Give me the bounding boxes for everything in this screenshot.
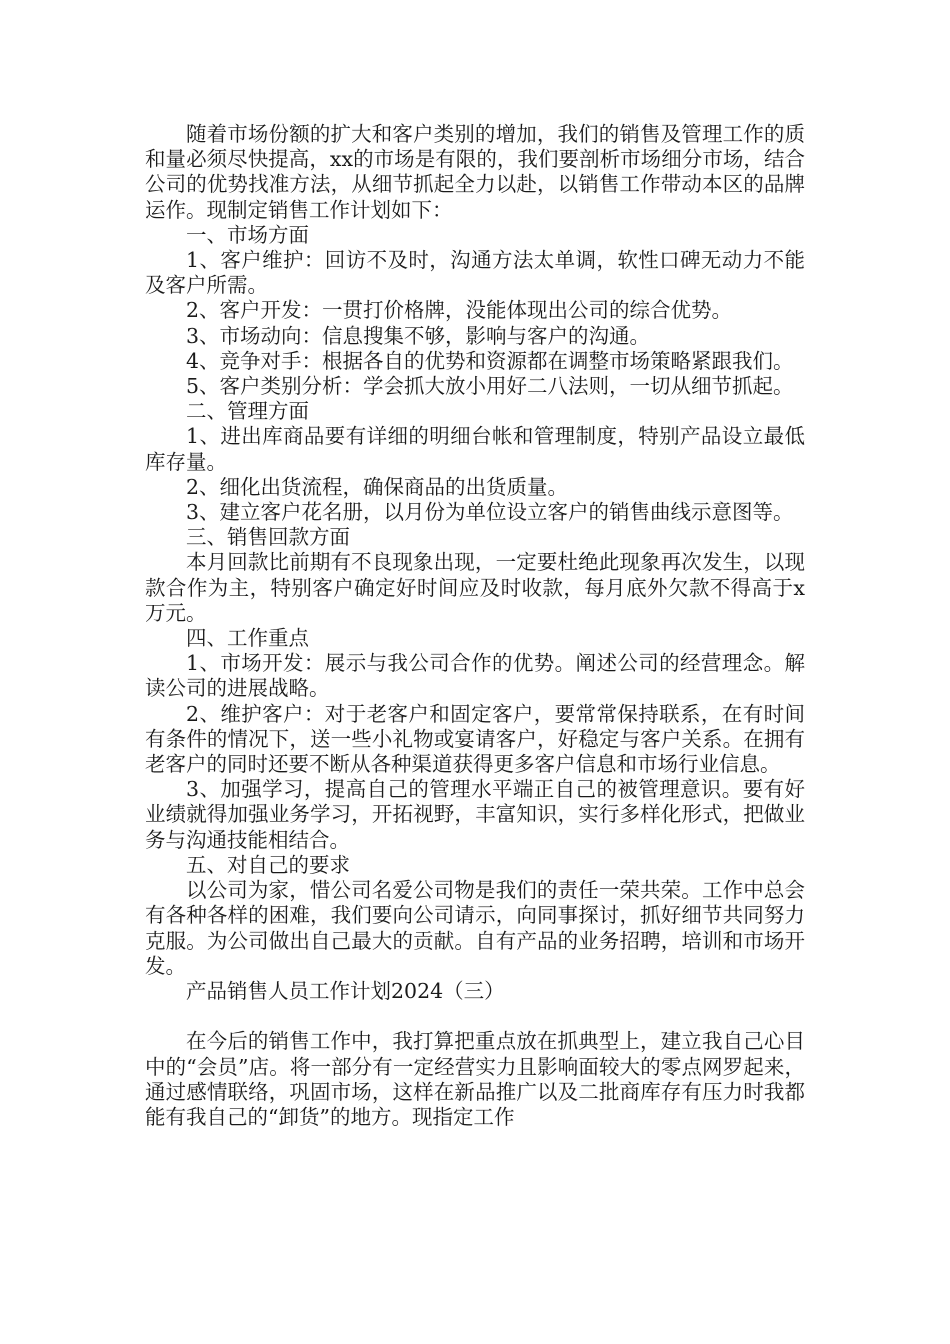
body-paragraph: 在今后的销售工作中，我打算把重点放在抓典型上，建立我自己心目中的“会员”店。将一部分有一定经营实力且影响面较大的零点网罗起来，通过感情联络，巩固市场，这样在新品推广以及二批商库存有压力时我都能有我自己的“卸货”的地方。现指定工作 [145, 1029, 805, 1129]
list-item: 4、竞争对手：根据各自的优势和资源都在调整市场策略紧跟我们。 [186, 348, 794, 373]
body-paragraph: 以公司为家，惜公司名爱公司物是我们的责任一荣共荣。工作中总会有各种各样的困难，我们要向公司请示，向同事探讨，抓好细节共同努力克服。为公司做出自己最大的贡献。自有产品的业务招聘，培训和市场开发。 [145, 878, 805, 978]
list-item: 2、细化出货流程，确保商品的出货质量。 [186, 474, 569, 499]
list-item: 3、建立客户花名册，以月份为单位设立客户的销售曲线示意图等。 [186, 500, 794, 525]
section-heading-market: 一、市场方面 [186, 222, 309, 247]
document-body [145, 122, 805, 1130]
list-item: 3、加强学习，提高自己的管理水平端正自己的被管理意识。要有好业绩就得加强业务学习，开拓视野，丰富知识，实行多样化形式，把做业务与沟通技能相结合。 [145, 777, 805, 852]
list-item: 3、市场动向：信息搜集不够，影响与客户的沟通。 [186, 323, 651, 348]
list-item: 1、市场开发：展示与我公司合作的优势。阐述公司的经营理念。解读公司的进展战略。 [145, 651, 805, 701]
list-item: 5、客户类别分析：学会抓大放小用好二八法则，一切从细节抓起。 [186, 374, 794, 399]
blank-line [145, 1004, 805, 1029]
list-item: 2、客户开发：一贯打价格牌，没能体现出公司的综合优势。 [186, 298, 733, 323]
body-paragraph: 本月回款比前期有不良现象出现，一定要杜绝此现象再次发生，以现款合作为主，特别客户确定好时间应及时收款，每月底外欠款不得高于x万元。 [145, 550, 805, 625]
section-heading-management: 二、管理方面 [186, 399, 309, 424]
intro-paragraph: 随着市场份额的扩大和客户类别的增加，我们的销售及管理工作的质和量必须尽快提高，xx的市场是有限的，我们要剖析市场细分市场，结合公司的优势找准方法，从细节抓起全力以赴，以销售工作带动本区的品牌运作。现制定销售工作计划如下： [145, 122, 805, 222]
section-heading-focus: 四、工作重点 [186, 626, 309, 651]
plan-title: 产品销售人员工作计划2024（三） [186, 978, 505, 1003]
list-item: 2、维护客户：对于老客户和固定客户，要常常保持联系，在有时间有条件的情况下，送一些小礼物或宴请客户，好稳定与客户关系。在拥有老客户的同时还要不断从各种渠道获得更多客户信息和市场行业信息。 [145, 701, 805, 777]
section-heading-self: 五、对自己的要求 [186, 852, 350, 877]
list-item: 1、进出库商品要有详细的明细台帐和管理制度，特别产品设立最低库存量。 [145, 424, 805, 474]
section-heading-payment: 三、销售回款方面 [186, 525, 350, 550]
list-item: 1、客户维护：回访不及时，沟通方法太单调，软性口碑无动力不能及客户所需。 [145, 248, 805, 298]
